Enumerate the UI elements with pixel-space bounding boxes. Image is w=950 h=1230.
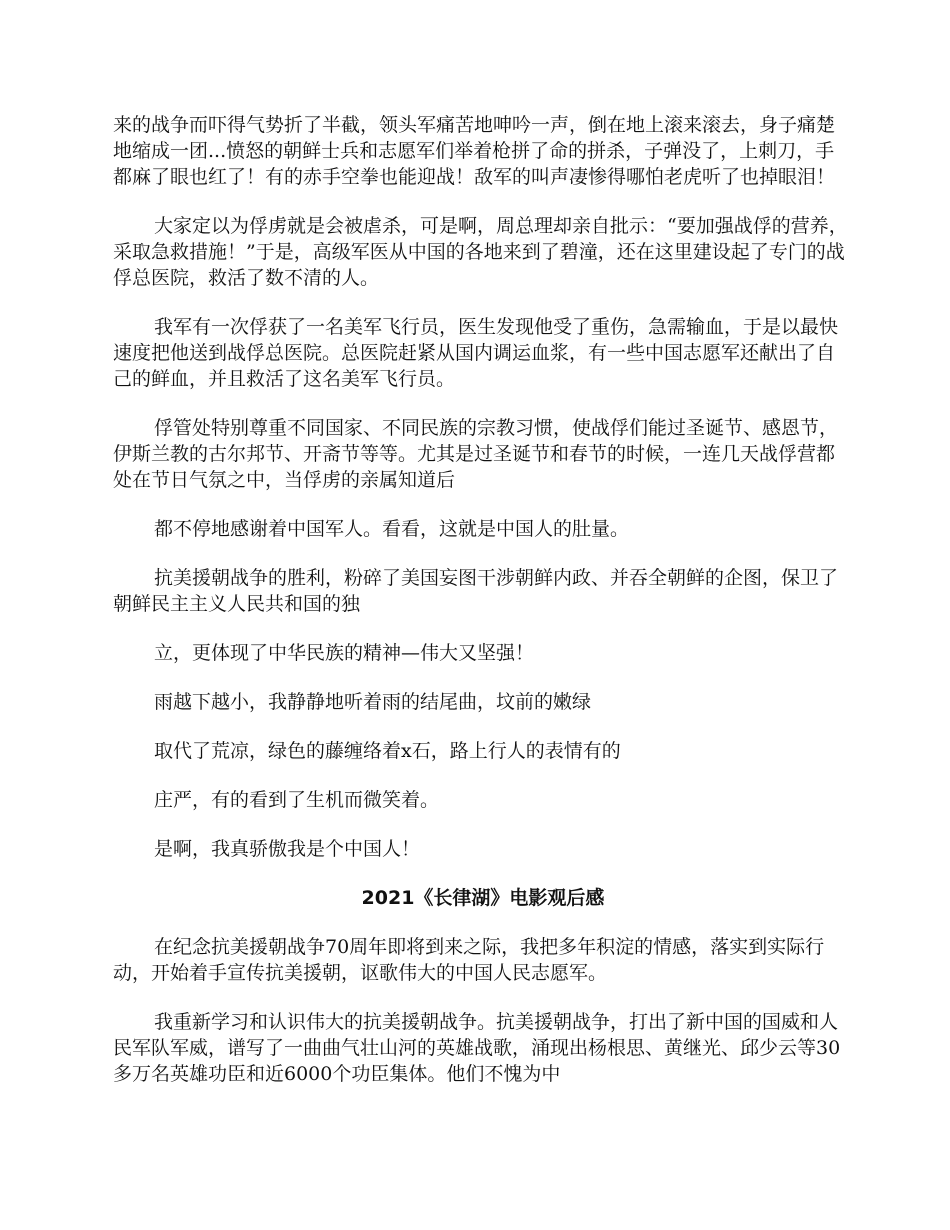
paragraph-2: 大家定以为俘虏就是会被虐杀，可是啊，周总理却亲自批示：“要加强战俘的营养，采取急救措施！”于是，高级军医从中国的各地来到了碧潼，还在这里建设起了专门的战俘总医院，救活了数不清的人。: [113, 215, 848, 289]
paragraph-7: 立，更体现了中华民族的精神—伟大又坚强！: [154, 642, 535, 664]
paragraph-12: 在纪念抗美援朝战争70周年即将到来之际，我把多年积淀的情感，落实到实际行动，开始着手宣传抗美援朝，讴歌伟大的中国人民志愿军。: [113, 936, 825, 984]
document-page: [113, 112, 853, 1110]
paragraph-4: 俘管处特别尊重不同国家、不同民族的宗教习惯，使战俘们能过圣诞节、感恩节，伊斯兰教的古尔邦节、开斋节等等。尤其是过圣诞节和春节的时候，一连几天战俘营都处在节日气氛之中，当俘虏的亲属知道后: [113, 417, 839, 491]
paragraph-13: 我重新学习和认识伟大的抗美援朝战争。抗美援朝战争，打出了新中国的国威和人民军队军威，谱写了一曲曲气壮山河的英雄战歌，涌现出杨根思、黄继光、邱少云等30多万名英雄功臣和近6000个功臣集体。他们不愧为中: [113, 1011, 841, 1085]
paragraph-8: 雨越下越小，我静静地听着雨的结尾曲，坟前的嫩绿: [154, 691, 592, 713]
paragraph-9: 取代了荒凉，绿色的藤缠络着x石，路上行人的表情有的: [154, 740, 621, 762]
paragraph-5: 都不停地感谢着中国军人。看看，这就是中国人的肚量。: [154, 518, 630, 540]
paragraph-10: 庄严，有的看到了生机而微笑着。: [154, 789, 440, 811]
paragraph-1: 来的战争而吓得气势折了半截，领头军痛苦地呻吟一声，倒在地上滚来滚去，身子痛楚地缩成一团...愤怒的朝鲜士兵和志愿军们举着枪拼了命的拼杀，子弹没了，上刺刀，手都麻了眼也红了！有的赤手空拳也能迎战！敌军的叫声凄惨得哪怕老虎听了也掉眼泪！: [113, 114, 836, 188]
paragraph-6: 抗美援朝战争的胜利，粉碎了美国妄图干涉朝鲜内政、并吞全朝鲜的企图，保卫了朝鲜民主主义人民共和国的独: [113, 567, 839, 615]
section-heading: 2021《长律湖》电影观后感: [361, 887, 605, 909]
paragraph-11: 是啊，我真骄傲我是个中国人！: [154, 838, 421, 860]
paragraph-3: 我军有一次俘获了一名美军飞行员，医生发现他受了重伤，急需输血，于是以最快速度把他送到战俘总医院。总医院赶紧从国内调运血浆，有一些中国志愿军还献出了自己的鲜血，并且救活了这名美军飞行员。: [113, 316, 839, 390]
